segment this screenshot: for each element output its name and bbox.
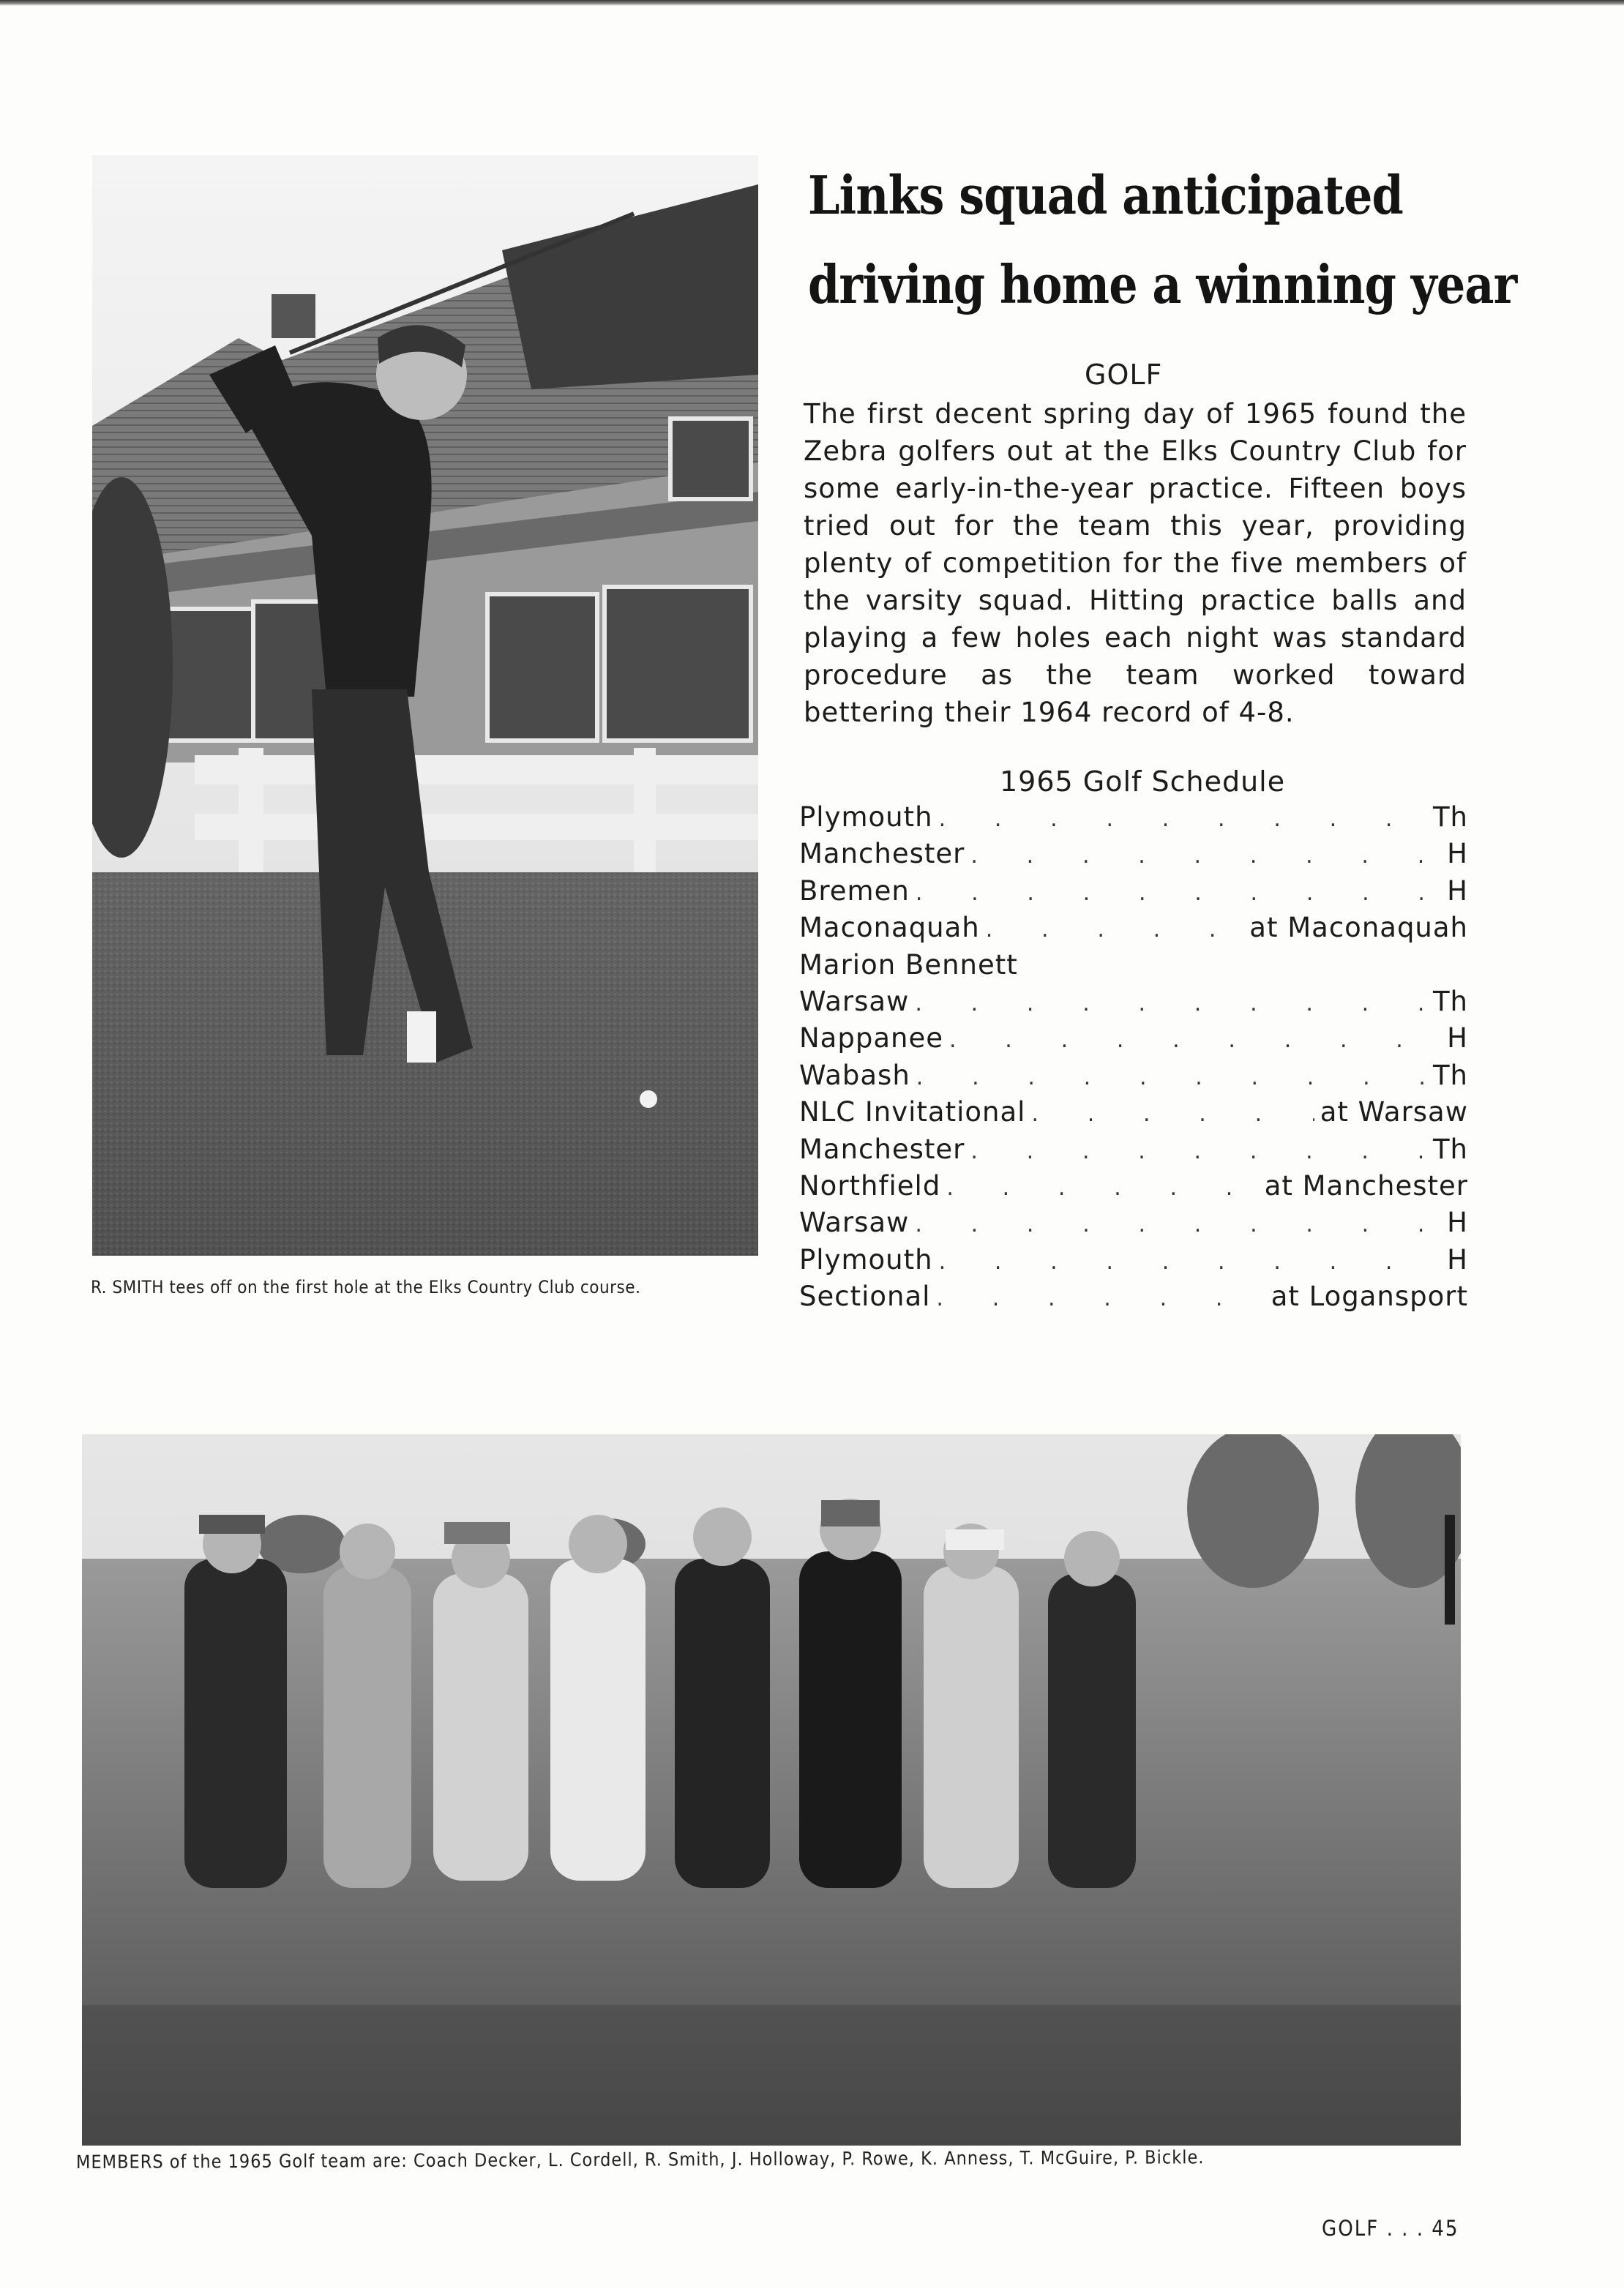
leader-dots	[986, 917, 1244, 943]
schedule-opponent: Plymouth	[799, 1243, 933, 1275]
schedule-opponent: Northfield	[799, 1169, 941, 1202]
schedule-location: at Maconaquah	[1249, 912, 1468, 944]
photo1-caption: R. SMITH tees off on the first hole at the Elks Country Club course.	[91, 1277, 641, 1297]
leader-dots	[915, 991, 1427, 1016]
story-body: The first decent spring day of 1965 found the Zebra golfers out at the Elks Country Club for some early-in-the-year practice. Fifteen boys tried out for the team this year, providing plenty of competition for the five members of the varsity squad. Hitting practice balls and playing a few holes each night was standard procedure as the team worked toward bettering their 1964 record of 4-8.	[804, 398, 1467, 728]
photo2-caption: MEMBERS of the 1965 Golf team are: Coach Decker, L. Cordell, R. Smith, J. Holloway, P. Rowe, K. Anness, T. McGuire, P. Bickle.	[75, 2146, 1205, 2173]
schedule-title: 1965 Golf Schedule	[1000, 765, 1286, 798]
schedule-opponent: Sectional	[799, 1281, 931, 1313]
schedule-row	[799, 912, 1468, 948]
schedule-row	[799, 1170, 1468, 1207]
team-group-photo	[82, 1434, 1461, 2146]
schedule-location: Th	[1432, 985, 1468, 1017]
schedule-row	[799, 801, 1468, 838]
headline	[808, 151, 1517, 329]
page-folio: GOLF . . . 45	[1322, 2216, 1459, 2241]
schedule-opponent: Bremen	[799, 874, 910, 907]
schedule-row	[799, 1134, 1468, 1170]
schedule-location: Th	[1432, 1059, 1468, 1091]
schedule-location: H	[1447, 1243, 1468, 1275]
leader-dots	[916, 1065, 1427, 1090]
schedule-list	[799, 801, 1468, 1317]
schedule-row	[799, 1096, 1468, 1133]
leader-dots	[1031, 1101, 1314, 1127]
schedule-row	[799, 1022, 1468, 1059]
schedule-row	[799, 1207, 1468, 1243]
schedule-opponent: Nappanee	[799, 1022, 943, 1054]
leader-dots	[946, 1175, 1258, 1201]
schedule-opponent: Manchester	[799, 838, 965, 870]
schedule-opponent: Maconaquah	[799, 912, 980, 944]
section-label: GOLF	[1085, 359, 1163, 391]
page-top-edge	[0, 0, 1624, 6]
leader-dots	[915, 1212, 1441, 1237]
leader-dots	[949, 1027, 1441, 1053]
schedule-location: H	[1447, 874, 1468, 907]
schedule-row	[799, 1281, 1468, 1317]
schedule-location: at Warsaw	[1320, 1096, 1468, 1128]
schedule-row	[799, 838, 1468, 874]
schedule-row	[799, 949, 1468, 986]
schedule-location: H	[1447, 1207, 1468, 1239]
leader-dots	[939, 806, 1427, 832]
leader-dots	[916, 880, 1441, 906]
schedule-row	[799, 875, 1468, 912]
leader-dots	[970, 1139, 1427, 1164]
schedule-opponent: Wabash	[799, 1059, 910, 1091]
leader-dots	[939, 1249, 1442, 1275]
schedule-opponent: NLC Invitational	[799, 1096, 1026, 1128]
schedule-opponent: Warsaw	[799, 1207, 910, 1239]
schedule-opponent: Plymouth	[799, 801, 933, 833]
leader-dots	[970, 843, 1441, 869]
schedule-row	[799, 1244, 1468, 1281]
headline-line-2: driving home a winning year	[808, 253, 1517, 315]
headline-line-1: Links squad anticipated	[808, 164, 1403, 226]
leader-dots	[936, 1286, 1265, 1311]
schedule-opponent: Warsaw	[799, 985, 910, 1017]
schedule-location: at Manchester	[1264, 1169, 1468, 1202]
schedule-location: H	[1447, 1022, 1468, 1054]
schedule-row	[799, 986, 1468, 1022]
schedule-row	[799, 1060, 1468, 1096]
schedule-location: Th	[1432, 801, 1468, 833]
golfer-swing-photo	[92, 155, 758, 1256]
schedule-opponent: Marion Bennett	[799, 948, 1018, 981]
schedule-location: at Logansport	[1271, 1281, 1468, 1313]
schedule-location: H	[1447, 838, 1468, 870]
schedule-location: Th	[1432, 1133, 1468, 1165]
schedule-opponent: Manchester	[799, 1133, 965, 1165]
